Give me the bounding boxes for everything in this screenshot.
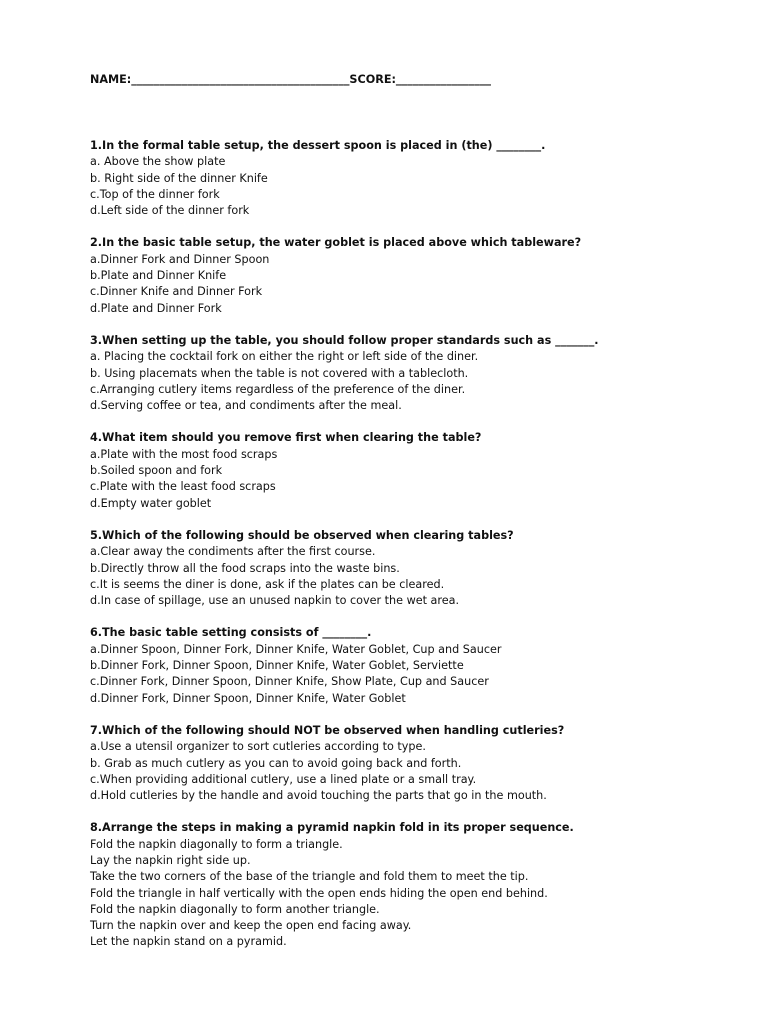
option-d: d.Left side of the dinner fork [90, 204, 250, 218]
option-a: a.Plate with the most food scraps [90, 447, 278, 461]
option-d: d.Empty water goblet [90, 496, 212, 510]
question-1 [90, 138, 730, 219]
question-5 [90, 528, 730, 609]
option-d: d.Hold cutleries by the handle and avoid touching the parts that go in the mouth. [90, 789, 547, 803]
option-b: b. Right side of the dinner Knife [90, 171, 268, 185]
question-6 [90, 625, 730, 706]
option-d: d.In case of spillage, use an unused napkin to cover the wet area. [90, 594, 460, 608]
option-a: a.Use a utensil organizer to sort cutleries according to type. [90, 740, 426, 754]
option-a: a. Placing the cocktail fork on either the right or left side of the diner. [90, 350, 479, 364]
option-c: c.Plate with the least food scraps [90, 480, 276, 494]
option-a: a.Clear away the condiments after the first course. [90, 545, 376, 559]
step-item: Fold the napkin diagonally to form a triangle. [90, 837, 343, 851]
question-text: 6.The basic table setting consists of ________. [90, 626, 372, 640]
step-item: Fold the napkin diagonally to form another triangle. [90, 902, 380, 916]
worksheet-page [90, 72, 730, 967]
option-b: b.Directly throw all the food scraps into the waste bins. [90, 561, 400, 575]
step-item: Lay the napkin right side up. [90, 853, 251, 867]
option-b: b.Plate and Dinner Knife [90, 269, 227, 283]
question-text: 7.Which of the following should NOT be observed when handling cutleries? [90, 723, 565, 737]
name-score-line: NAME:_______________________________________SCORE:_________________ [90, 73, 492, 86]
option-a: a.Dinner Spoon, Dinner Fork, Dinner Knife, Water Goblet, Cup and Saucer [90, 642, 502, 656]
option-c: c.Arranging cutlery items regardless of the preference of the diner. [90, 382, 466, 396]
step-item: Take the two corners of the base of the triangle and fold them to meet the tip. [90, 870, 529, 884]
option-c: c.Top of the dinner fork [90, 187, 220, 201]
option-c: c.Dinner Knife and Dinner Fork [90, 285, 263, 299]
question-3 [90, 333, 730, 414]
option-d: d.Dinner Fork, Dinner Spoon, Dinner Knife, Water Goblet [90, 691, 406, 705]
question-7 [90, 723, 730, 804]
question-8 [90, 820, 730, 950]
option-b: b. Grab as much cutlery as you can to avoid going back and forth. [90, 756, 462, 770]
question-text: 2.In the basic table setup, the water goblet is placed above which tableware? [90, 236, 582, 250]
option-a: a. Above the show plate [90, 155, 226, 169]
question-text: 3.When setting up the table, you should follow proper standards such as _______. [90, 333, 599, 347]
step-item: Turn the napkin over and keep the open end facing away. [90, 919, 412, 933]
option-d: d.Plate and Dinner Fork [90, 301, 222, 315]
option-b: b.Dinner Fork, Dinner Spoon, Dinner Knife, Water Goblet, Serviette [90, 659, 464, 673]
option-c: c.When providing additional cutlery, use a lined plate or a small tray. [90, 772, 477, 786]
option-b: b.Soiled spoon and fork [90, 464, 223, 478]
question-text: 1.In the formal table setup, the dessert spoon is placed in (the) ________. [90, 139, 546, 152]
question-text: 4.What item should you remove first when clearing the table? [90, 431, 482, 445]
option-c: c.Dinner Fork, Dinner Spoon, Dinner Knife, Show Plate, Cup and Saucer [90, 675, 489, 689]
option-b: b. Using placemats when the table is not covered with a tablecloth. [90, 366, 469, 380]
option-c: c.It is seems the diner is done, ask if the plates can be cleared. [90, 577, 445, 591]
question-4 [90, 430, 730, 511]
question-text: 5.Which of the following should be observed when clearing tables? [90, 528, 514, 542]
option-d: d.Serving coffee or tea, and condiments after the meal. [90, 399, 402, 413]
question-2 [90, 235, 730, 316]
step-item: Let the napkin stand on a pyramid. [90, 935, 287, 949]
step-item: Fold the triangle in half vertically with the open ends hiding the open end behind. [90, 886, 548, 900]
question-list [90, 138, 730, 951]
question-text: 8.Arrange the steps in making a pyramid napkin fold in its proper sequence. [90, 821, 574, 835]
option-a: a.Dinner Fork and Dinner Spoon [90, 252, 270, 266]
